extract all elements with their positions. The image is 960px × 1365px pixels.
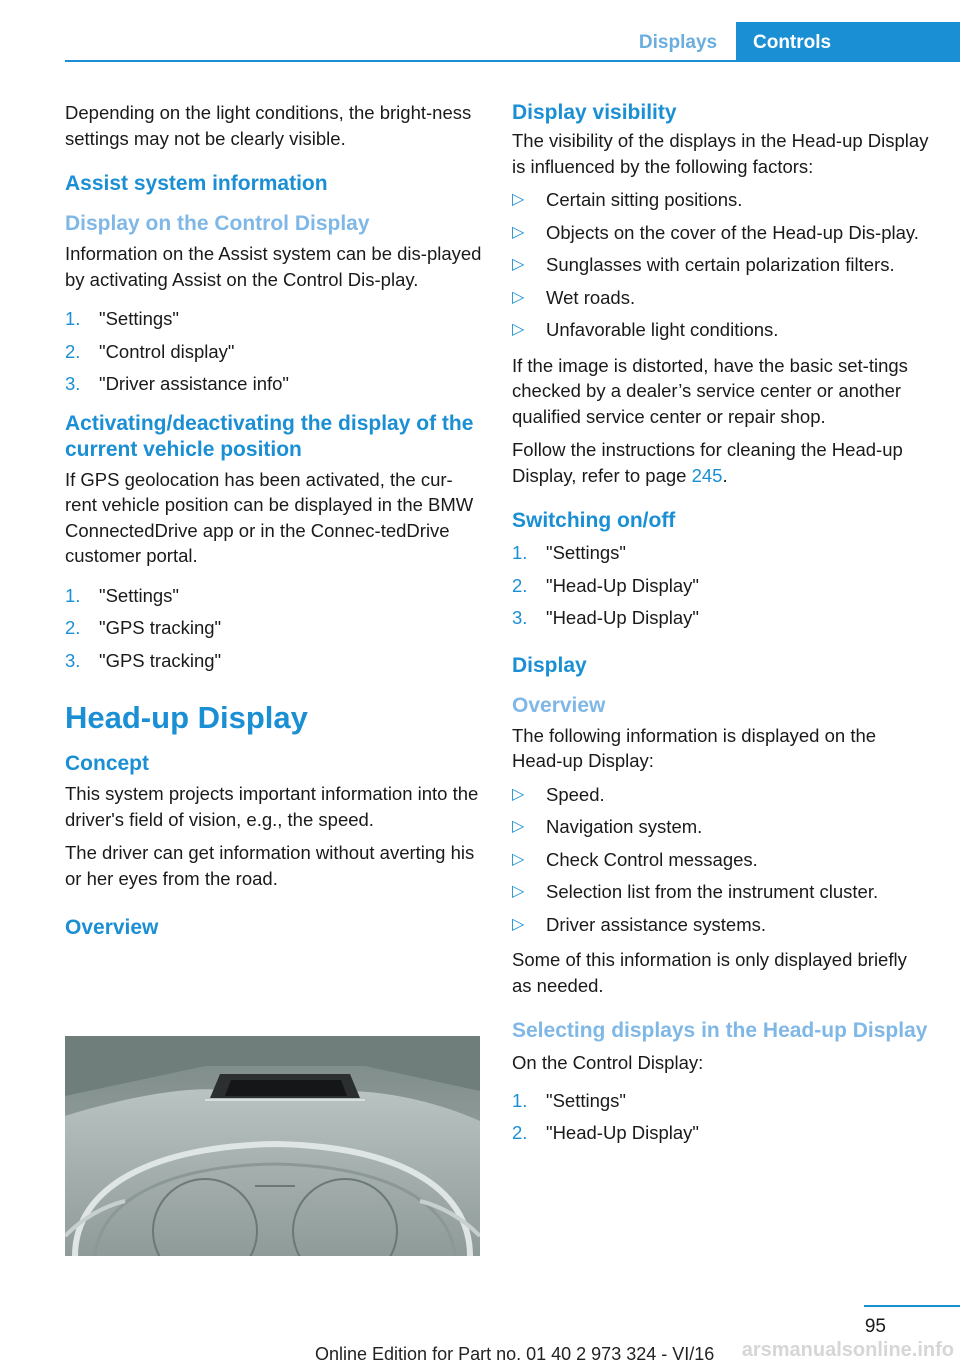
step-item: 3. "Driver assistance info" [65, 373, 289, 394]
step-item: 2. "Control display" [65, 340, 235, 362]
hud-title: Head-up Display [65, 700, 308, 735]
step-item: 1. "Settings" [65, 308, 179, 329]
info-items-list [512, 782, 930, 938]
triangle-bullet-icon: ▷ [512, 321, 525, 338]
list-item: ▷ Unfavorable light conditions. [512, 317, 930, 343]
distorted-text: If the image is distorted, have the basic set-tings checked by a dealer’s service center or another qualified service center or repair shop. [512, 354, 908, 427]
watermark: arsmanualsonline.info [741, 1339, 954, 1361]
step-item: 2. "Head-Up Display" [512, 1122, 699, 1143]
triangle-bullet-icon: ▷ [512, 223, 525, 241]
switching-heading: Switching on/off [512, 509, 676, 532]
step-item: 1. "Settings" [512, 542, 626, 563]
triangle-bullet-icon: ▷ [512, 818, 525, 835]
step-item: 2. "GPS tracking" [65, 617, 222, 638]
selecting-text: On the Control Display: [512, 1052, 704, 1073]
overview-heading-right: Overview [512, 693, 606, 717]
steps-switching [512, 540, 930, 631]
header-rule [65, 60, 960, 62]
overview-text: The following information is displayed on the Head-up Display: [512, 724, 877, 771]
brief-text: Some of this information is only displayed briefly as needed. [512, 949, 907, 996]
list-item: ▷ Wet roads. [512, 285, 930, 311]
overview-heading-left: Overview [65, 916, 159, 939]
control-display-heading: Display on the Control Display [65, 212, 370, 235]
list-item: ▷ Check Control messages. [512, 847, 930, 873]
section-tab-displays: Displays [638, 32, 718, 53]
edition-footer: Online Edition for Part no. 01 40 2 973 324 - VI/16 [315, 1344, 715, 1364]
list-item: ▷ Driver assistance systems. [512, 912, 930, 938]
triangle-bullet-icon: ▷ [512, 191, 525, 208]
list-item: ▷ Navigation system. [512, 814, 930, 840]
step-item: 1. "Settings" [512, 1089, 626, 1111]
list-item: ▷ Sunglasses with certain polarization filters. [512, 252, 930, 278]
list-item: ▷ Certain sitting positions. [512, 187, 930, 213]
visibility-factors-list [512, 187, 930, 343]
list-item: ▷ Objects on the cover of the Head-up Dis-play. [512, 220, 930, 246]
concept-heading: Concept [65, 752, 149, 775]
page-number: 95 [864, 1316, 886, 1337]
triangle-bullet-icon: ▷ [512, 785, 525, 803]
steps-selecting [512, 1088, 930, 1146]
concept-text-1: This system projects important information into the driver's field of vision, e.g., the speed. [65, 783, 479, 830]
hud-dashboard-illustration [65, 1036, 480, 1256]
right-column [512, 100, 930, 1156]
triangle-bullet-icon: ▷ [512, 883, 525, 900]
step-item: 2. "Head-Up Display" [512, 574, 699, 596]
chapter-tab-controls: Controls [736, 22, 960, 62]
cleaning-text: Follow the instructions for cleaning the Head-up Display, refer to page 245. [512, 439, 903, 486]
step-item: 1. "Settings" [65, 584, 179, 606]
control-display-text: Information on the Assist system can be dis-played by activating Assist on the Control Dis-play. [65, 243, 482, 290]
triangle-bullet-icon: ▷ [512, 915, 525, 933]
gps-heading: Activating/deactivating the display of the current vehicle position [65, 411, 474, 461]
assist-heading: Assist system information [65, 172, 328, 195]
page-link[interactable]: 245 [691, 464, 723, 486]
left-column [65, 100, 482, 945]
steps-gps [65, 583, 482, 674]
step-item: 3. "Head-Up Display" [512, 607, 699, 628]
triangle-bullet-icon: ▷ [512, 256, 525, 273]
concept-text-2: The driver can get information without averting his or her eyes from the road. [65, 842, 475, 889]
steps-assist [65, 306, 482, 397]
triangle-bullet-icon: ▷ [512, 850, 525, 868]
visibility-heading: Display visibility [512, 101, 677, 124]
display-heading: Display [512, 653, 587, 677]
list-item: ▷ Speed. [512, 782, 930, 808]
visibility-text: The visibility of the displays in the Head-up Display is influenced by the following factors: [512, 130, 929, 177]
intro-paragraph: Depending on the light conditions, the bright-ness settings may not be clearly visible. [65, 102, 472, 149]
triangle-bullet-icon: ▷ [512, 288, 525, 306]
selecting-heading: Selecting displays in the Head-up Display [512, 1019, 928, 1042]
gps-text: If GPS geolocation has been activated, the cur-rent vehicle position can be displayed in the BMW ConnectedDrive app or in the Connec-tedDrive customer portal. [65, 468, 474, 566]
list-item: ▷ Selection list from the instrument cluster. [512, 879, 930, 905]
footer-rule [864, 1305, 960, 1307]
step-item: 3. "GPS tracking" [65, 649, 222, 671]
